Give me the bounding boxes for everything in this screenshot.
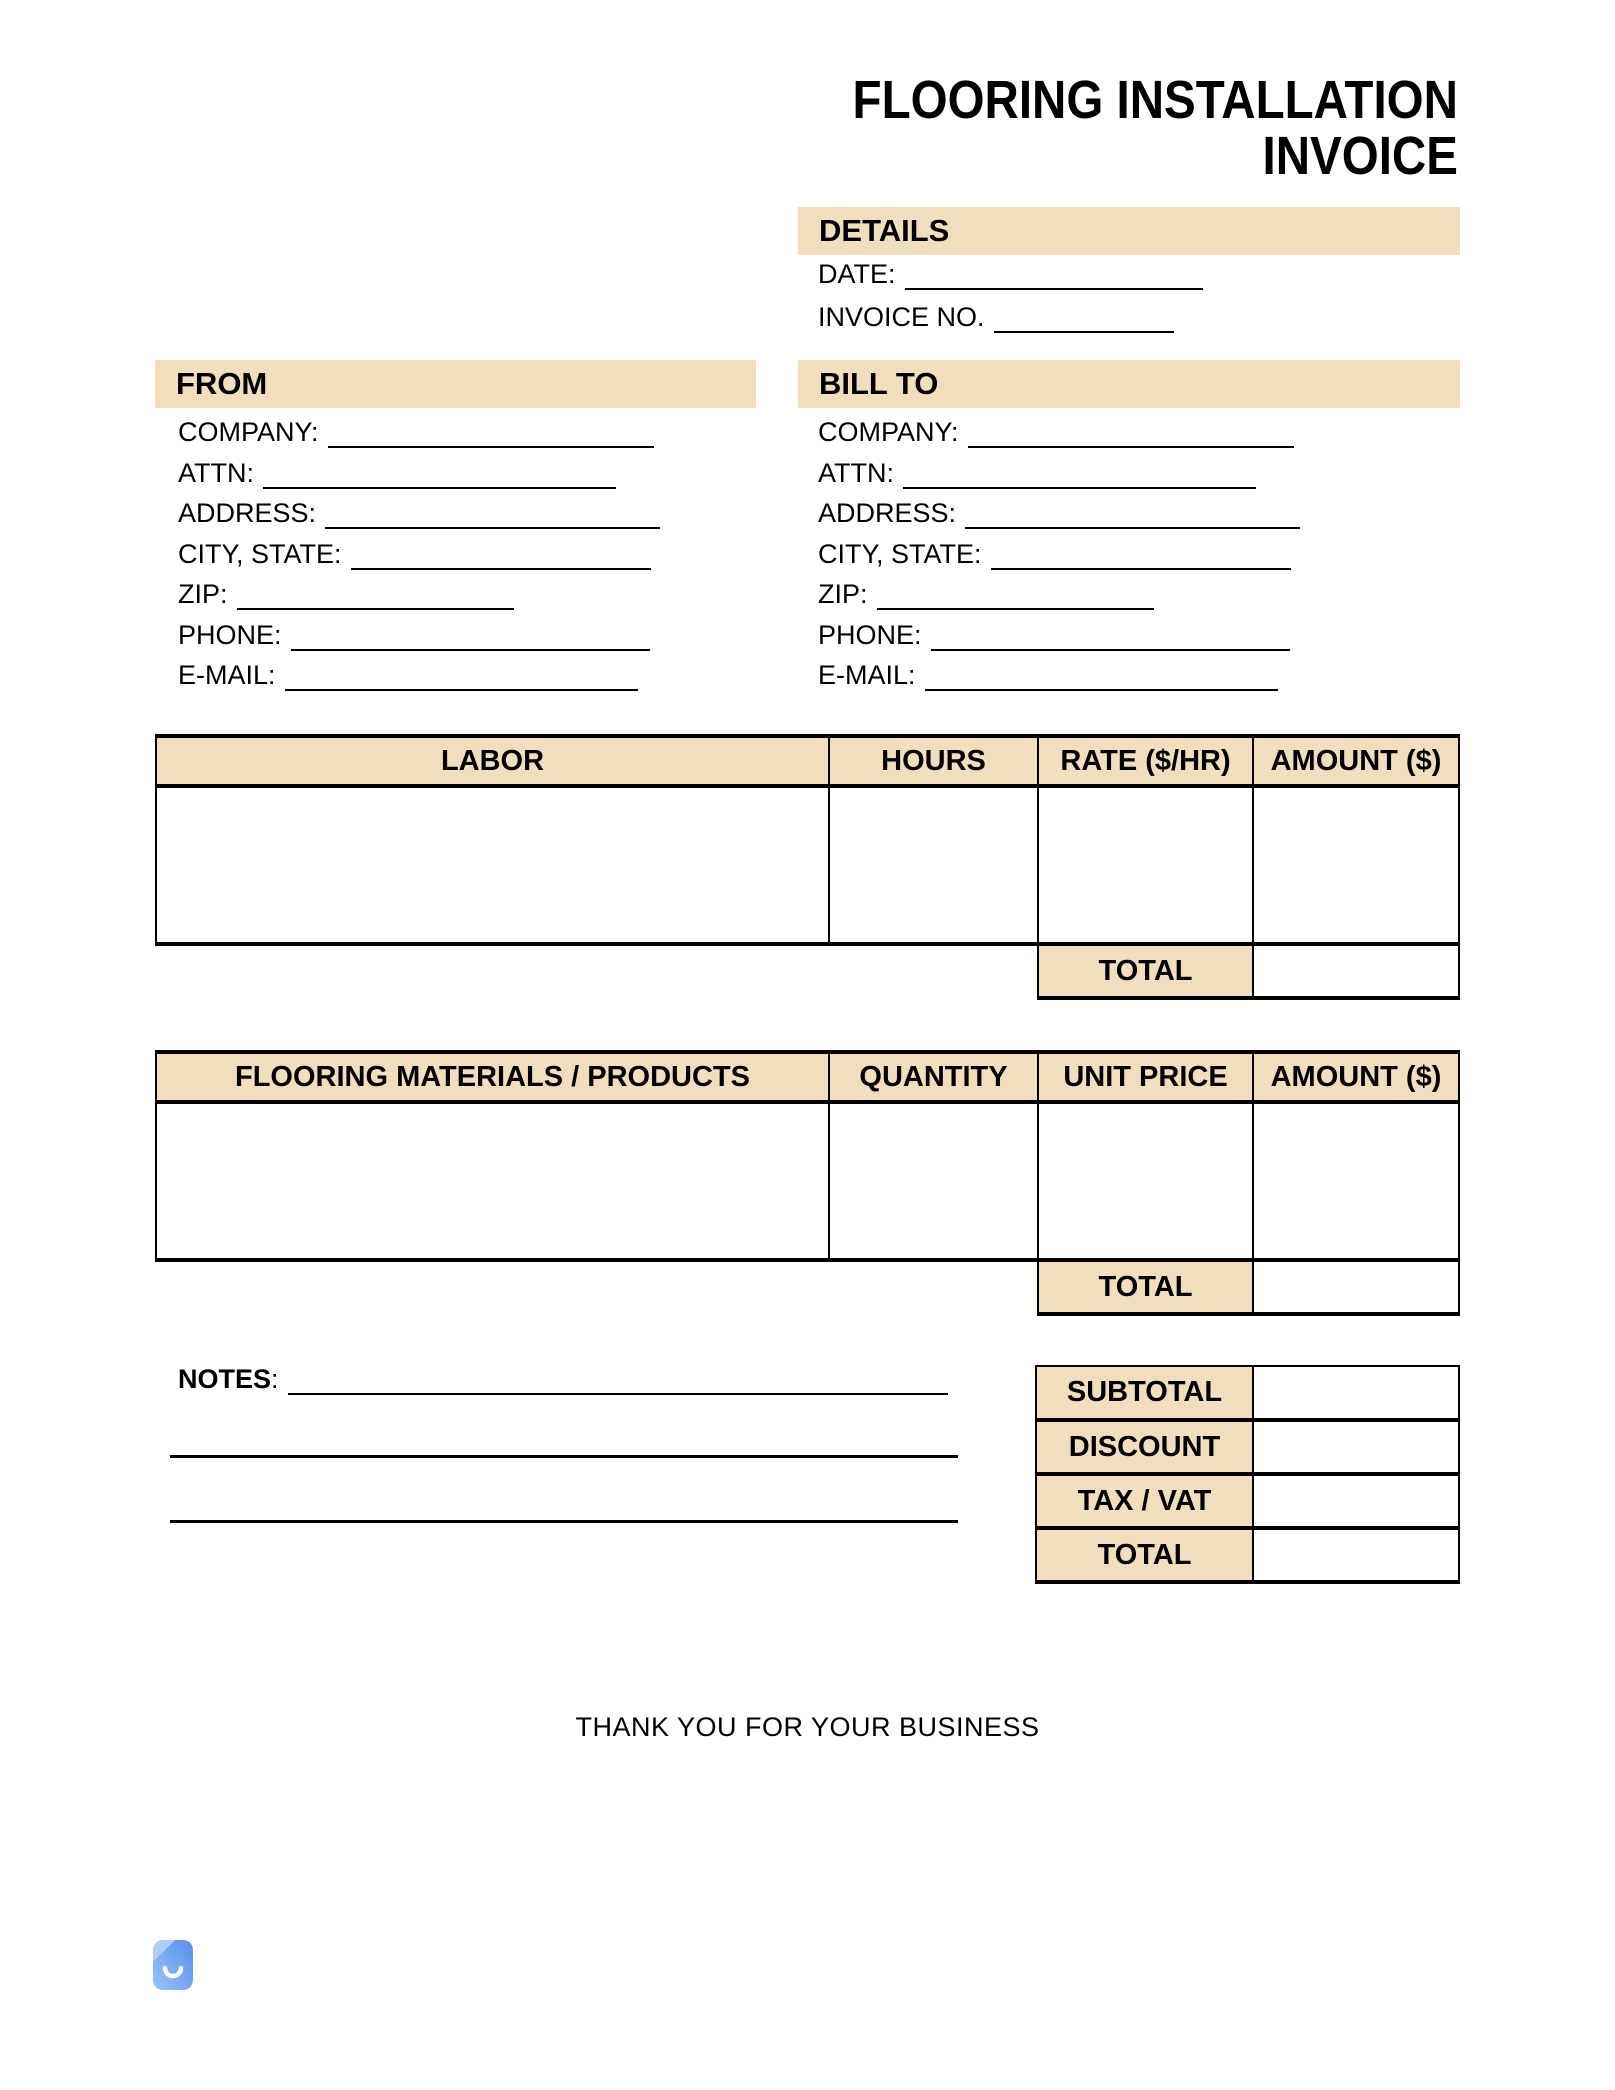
from-phone-label: PHONE: — [178, 619, 282, 650]
billto-attn-row — [818, 453, 1300, 494]
billto-company-input-line[interactable] — [968, 444, 1294, 448]
notes-row — [178, 1358, 948, 1400]
bill-to-section-header: BILL TO — [798, 360, 1460, 408]
billto-attn-input-line[interactable] — [903, 485, 1256, 489]
tax-vat-label: TAX / VAT — [1036, 1474, 1253, 1528]
labor-column-header: LABOR — [156, 736, 829, 786]
from-section-header: FROM — [155, 360, 756, 408]
billto-zip-row — [818, 574, 1300, 615]
billto-city-state-label: CITY, STATE: — [818, 538, 982, 569]
labor-table-total-row — [156, 944, 1459, 998]
from-city-state-input-line[interactable] — [351, 566, 651, 570]
from-email-label: E-MAIL: — [178, 660, 276, 690]
subtotal-row — [1036, 1366, 1459, 1420]
thank-you-message: THANK YOU FOR YOUR BUSINESS — [575, 1712, 1040, 1742]
billto-attn-label: ATTN: — [818, 457, 894, 488]
from-zip-row — [178, 574, 660, 615]
date-input-line[interactable] — [905, 286, 1203, 290]
materials-table-total-row — [156, 1260, 1459, 1314]
notes-input-line-2[interactable] — [170, 1455, 958, 1458]
invoice-no-field-row — [818, 296, 1203, 339]
from-company-row — [178, 412, 660, 453]
billto-zip-label: ZIP: — [818, 579, 868, 609]
from-phone-input-line[interactable] — [291, 647, 650, 651]
bill-to-fields — [818, 412, 1300, 696]
from-phone-row — [178, 615, 660, 656]
notes-input-line-3[interactable] — [170, 1520, 958, 1523]
billto-email-input-line[interactable] — [925, 687, 1278, 691]
billto-phone-label: PHONE: — [818, 619, 922, 650]
billto-address-label: ADDRESS: — [818, 498, 957, 528]
invoice-no-label: INVOICE NO. — [818, 302, 985, 332]
materials-table — [155, 1050, 1460, 1316]
billto-phone-input-line[interactable] — [931, 647, 1290, 651]
from-attn-row — [178, 453, 660, 494]
labor-item-cell[interactable] — [156, 786, 829, 944]
materials-column-header: FLOORING MATERIALS / PRODUCTS — [156, 1052, 829, 1102]
billto-city-state-row — [818, 534, 1300, 575]
labor-total-spacer — [156, 944, 1038, 998]
labor-table — [155, 734, 1460, 1000]
from-address-input-line[interactable] — [325, 525, 660, 529]
labor-hours-cell[interactable] — [829, 786, 1038, 944]
billto-email-row — [818, 655, 1300, 696]
materials-unit-price-cell[interactable] — [1038, 1102, 1253, 1260]
grand-total-row — [1036, 1528, 1459, 1582]
materials-quantity-cell[interactable] — [829, 1102, 1038, 1260]
materials-total-label: TOTAL — [1038, 1260, 1253, 1314]
materials-table-body-row — [156, 1102, 1459, 1260]
hours-column-header: HOURS — [829, 736, 1038, 786]
materials-amount-column-header: AMOUNT ($) — [1253, 1052, 1459, 1102]
billto-email-label: E-MAIL: — [818, 660, 916, 690]
materials-item-cell[interactable] — [156, 1102, 829, 1260]
page-title-line2: INVOICE — [1262, 126, 1458, 186]
labor-rate-cell[interactable] — [1038, 786, 1253, 944]
labor-table-header-row — [156, 736, 1459, 786]
invoice-no-input-line[interactable] — [994, 329, 1174, 333]
grand-total-label: TOTAL — [1036, 1528, 1253, 1582]
labor-total-value-cell[interactable] — [1253, 944, 1459, 998]
unit-price-column-header: UNIT PRICE — [1038, 1052, 1253, 1102]
from-email-input-line[interactable] — [285, 687, 638, 691]
date-label: DATE: — [818, 259, 896, 289]
materials-total-spacer — [156, 1260, 1038, 1314]
summary-table — [1035, 1365, 1460, 1584]
page-title — [853, 72, 1458, 184]
billto-city-state-input-line[interactable] — [991, 566, 1291, 570]
discount-row — [1036, 1420, 1459, 1474]
details-section-header: DETAILS — [798, 207, 1460, 255]
page-title-line1: FLOORING INSTALLATION — [852, 70, 1458, 130]
from-zip-input-line[interactable] — [237, 606, 514, 610]
billto-company-label: COMPANY: — [818, 417, 959, 447]
from-address-label: ADDRESS: — [178, 498, 317, 528]
rate-column-header: RATE ($/HR) — [1038, 736, 1253, 786]
subtotal-value-cell[interactable] — [1253, 1366, 1459, 1420]
billto-zip-input-line[interactable] — [877, 606, 1154, 610]
materials-table-header-row — [156, 1052, 1459, 1102]
details-fields — [818, 253, 1203, 339]
materials-amount-cell[interactable] — [1253, 1102, 1459, 1260]
quantity-column-header: QUANTITY — [829, 1052, 1038, 1102]
labor-total-label: TOTAL — [1038, 944, 1253, 998]
materials-total-value-cell[interactable] — [1253, 1260, 1459, 1314]
labor-table-body-row — [156, 786, 1459, 944]
from-city-state-row — [178, 534, 660, 575]
discount-value-cell[interactable] — [1253, 1420, 1459, 1474]
tax-vat-row — [1036, 1474, 1459, 1528]
notes-input-line-1[interactable] — [288, 1391, 948, 1395]
from-attn-input-line[interactable] — [263, 485, 616, 489]
billto-address-input-line[interactable] — [965, 525, 1300, 529]
labor-amount-cell[interactable] — [1253, 786, 1459, 944]
discount-label: DISCOUNT — [1036, 1420, 1253, 1474]
notes-label: NOTES — [178, 1364, 272, 1394]
from-company-input-line[interactable] — [328, 444, 654, 448]
from-email-row — [178, 655, 660, 696]
tax-vat-value-cell[interactable] — [1253, 1474, 1459, 1528]
from-address-row — [178, 493, 660, 534]
from-zip-label: ZIP: — [178, 579, 228, 609]
notes-separator: : — [271, 1364, 279, 1394]
date-field-row — [818, 253, 1203, 296]
grand-total-value-cell[interactable] — [1253, 1528, 1459, 1582]
smile-document-logo — [153, 1940, 193, 1990]
amount-column-header: AMOUNT ($) — [1253, 736, 1459, 786]
billto-company-row — [818, 412, 1300, 453]
billto-address-row — [818, 493, 1300, 534]
smile-document-logo-icon — [153, 1940, 193, 1990]
from-fields — [178, 412, 660, 696]
subtotal-label: SUBTOTAL — [1036, 1366, 1253, 1420]
from-city-state-label: CITY, STATE: — [178, 538, 342, 569]
from-company-label: COMPANY: — [178, 417, 319, 447]
billto-phone-row — [818, 615, 1300, 656]
from-attn-label: ATTN: — [178, 457, 254, 488]
